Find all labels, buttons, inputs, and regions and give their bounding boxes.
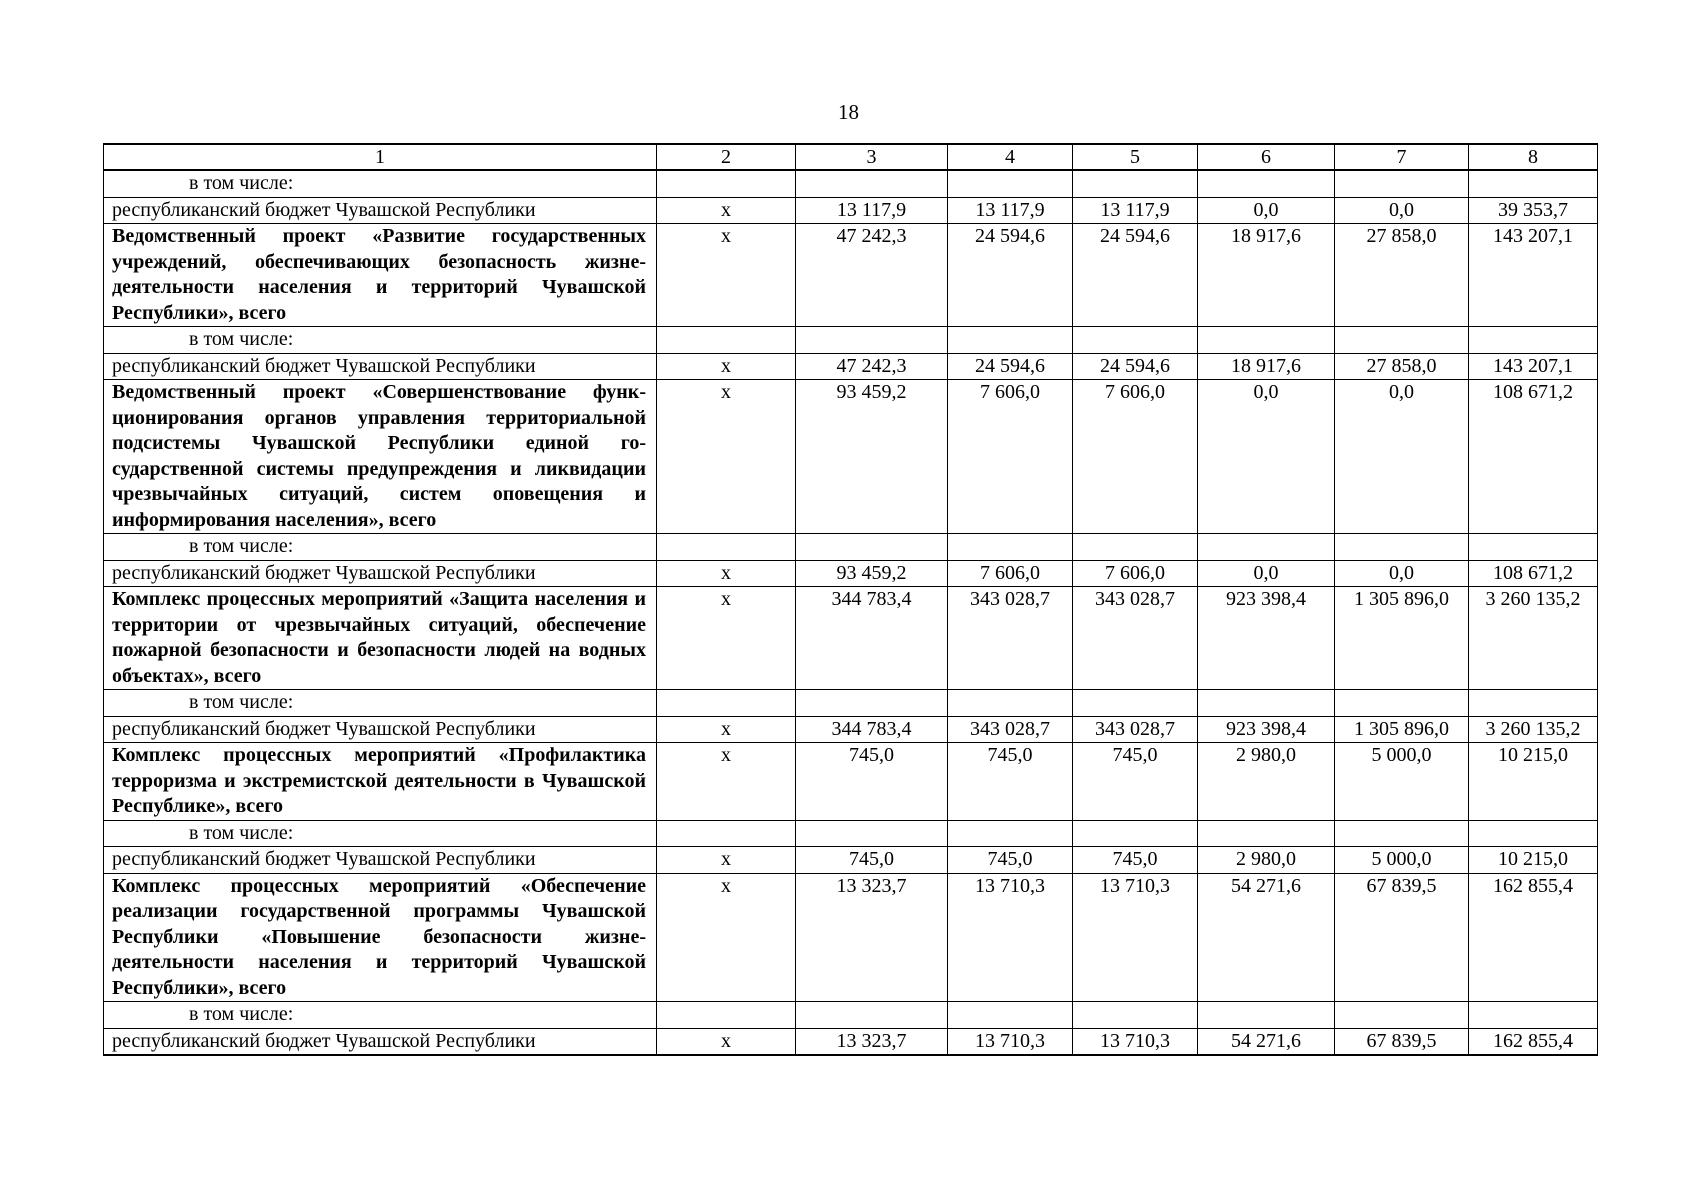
row-name-cell: в том числе: xyxy=(104,170,657,197)
value-cell: 143 207,1 xyxy=(1469,224,1598,327)
value-cell: 13 323,7 xyxy=(796,1028,948,1055)
table-row-section-total xyxy=(104,873,1598,1002)
value-cell: 10 215,0 xyxy=(1469,847,1598,874)
value-cell xyxy=(1073,1002,1198,1029)
value-cell: 13 710,3 xyxy=(948,1028,1073,1055)
row-name-cell: республиканский бюджет Чувашской Республики xyxy=(104,1028,657,1055)
table-row-including xyxy=(104,820,1598,847)
value-cell: 108 671,2 xyxy=(1469,380,1598,534)
value-cell: 13 323,7 xyxy=(796,873,948,1002)
value-cell: 0,0 xyxy=(1198,560,1335,587)
value-cell xyxy=(1198,170,1335,197)
value-cell xyxy=(948,534,1073,561)
value-cell: 0,0 xyxy=(1198,197,1335,224)
value-cell: 67 839,5 xyxy=(1335,1028,1469,1055)
column-header: 1 xyxy=(104,144,657,170)
unit-cell xyxy=(657,170,796,197)
value-cell xyxy=(1198,327,1335,354)
value-cell: 344 783,4 xyxy=(796,716,948,743)
value-cell xyxy=(796,170,948,197)
table-header-row xyxy=(104,144,1598,170)
value-cell: 745,0 xyxy=(796,743,948,821)
unit-cell: х xyxy=(657,587,796,690)
value-cell xyxy=(1335,1002,1469,1029)
unit-cell: х xyxy=(657,743,796,821)
value-cell xyxy=(1198,820,1335,847)
value-cell xyxy=(948,690,1073,717)
unit-cell: х xyxy=(657,873,796,1002)
value-cell: 0,0 xyxy=(1335,197,1469,224)
budget-table xyxy=(103,143,1598,1056)
row-name-cell: Комплекс процессных мероприятий «Обеспечение реализации государственной программы Чувашской Республики «Повышение безопасности жизнедеятельности населения и территорий Чувашской Республики», всего xyxy=(104,873,657,1002)
value-cell: 0,0 xyxy=(1335,380,1469,534)
value-cell: 7 606,0 xyxy=(1073,560,1198,587)
row-name-cell: республиканский бюджет Чувашской Республики xyxy=(104,847,657,874)
column-header: 6 xyxy=(1198,144,1335,170)
column-header: 8 xyxy=(1469,144,1598,170)
table-row-section-total xyxy=(104,743,1598,821)
value-cell: 18 917,6 xyxy=(1198,224,1335,327)
value-cell: 162 855,4 xyxy=(1469,1028,1598,1055)
value-cell: 7 606,0 xyxy=(1073,380,1198,534)
value-cell: 27 858,0 xyxy=(1335,353,1469,380)
unit-cell: х xyxy=(657,847,796,874)
value-cell: 13 117,9 xyxy=(948,197,1073,224)
value-cell xyxy=(948,820,1073,847)
value-cell xyxy=(796,327,948,354)
row-name-cell: республиканский бюджет Чувашской Республики xyxy=(104,560,657,587)
value-cell: 93 459,2 xyxy=(796,380,948,534)
unit-cell xyxy=(657,690,796,717)
row-name-cell: республиканский бюджет Чувашской Республики xyxy=(104,716,657,743)
row-name-cell: в том числе: xyxy=(104,690,657,717)
value-cell: 13 117,9 xyxy=(796,197,948,224)
table-row-budget xyxy=(104,716,1598,743)
value-cell: 54 271,6 xyxy=(1198,873,1335,1002)
unit-cell: х xyxy=(657,353,796,380)
value-cell: 343 028,7 xyxy=(948,716,1073,743)
row-name-cell: в том числе: xyxy=(104,820,657,847)
value-cell xyxy=(948,327,1073,354)
column-header: 2 xyxy=(657,144,796,170)
value-cell: 343 028,7 xyxy=(948,587,1073,690)
row-name-cell: Ведомственный проект «Развитие государственных учреждений, обеспечивающих безопасность жизнедеятельности населения и территорий Чувашской Республики», всего xyxy=(104,224,657,327)
value-cell xyxy=(948,1002,1073,1029)
value-cell xyxy=(1469,1002,1598,1029)
table-row-budget xyxy=(104,1028,1598,1055)
table-row-section-total xyxy=(104,380,1598,534)
value-cell xyxy=(796,1002,948,1029)
row-name-cell: в том числе: xyxy=(104,534,657,561)
unit-cell: х xyxy=(657,224,796,327)
row-name-cell: в том числе: xyxy=(104,327,657,354)
unit-cell xyxy=(657,534,796,561)
value-cell: 343 028,7 xyxy=(1073,587,1198,690)
value-cell xyxy=(1469,170,1598,197)
value-cell xyxy=(1073,690,1198,717)
value-cell: 344 783,4 xyxy=(796,587,948,690)
table-row-budget xyxy=(104,560,1598,587)
value-cell: 93 459,2 xyxy=(796,560,948,587)
row-name-cell: Ведомственный проект «Совершенствование функционирования органов управления территориальной подсистемы Чувашской Республики единой государственной системы предупреждения и ликвидации чрезвычайных ситуаций, систем оповещения и информирования населения», всего xyxy=(104,380,657,534)
value-cell: 108 671,2 xyxy=(1469,560,1598,587)
value-cell xyxy=(796,690,948,717)
value-cell: 3 260 135,2 xyxy=(1469,587,1598,690)
value-cell: 923 398,4 xyxy=(1198,587,1335,690)
value-cell xyxy=(1073,820,1198,847)
value-cell xyxy=(1198,1002,1335,1029)
value-cell: 745,0 xyxy=(948,743,1073,821)
column-header: 5 xyxy=(1073,144,1198,170)
value-cell: 24 594,6 xyxy=(1073,224,1198,327)
row-name-cell: Комплекс процессных мероприятий «Защита населения и территории от чрезвычайных ситуаций, обеспечение пожарной безопасности и безопасности людей на водных объектах», всего xyxy=(104,587,657,690)
value-cell: 745,0 xyxy=(796,847,948,874)
value-cell: 0,0 xyxy=(1198,380,1335,534)
value-cell: 24 594,6 xyxy=(948,353,1073,380)
value-cell: 47 242,3 xyxy=(796,353,948,380)
value-cell xyxy=(1335,534,1469,561)
value-cell: 13 710,3 xyxy=(1073,873,1198,1002)
row-name-cell: Комплекс процессных мероприятий «Профилактика терроризма и экстремистской деятельности в Чувашской Республике», всего xyxy=(104,743,657,821)
value-cell: 24 594,6 xyxy=(948,224,1073,327)
table-row-including xyxy=(104,170,1598,197)
value-cell: 143 207,1 xyxy=(1469,353,1598,380)
value-cell: 745,0 xyxy=(948,847,1073,874)
table-row-including xyxy=(104,327,1598,354)
value-cell: 13 710,3 xyxy=(948,873,1073,1002)
row-name-cell: республиканский бюджет Чувашской Республики xyxy=(104,353,657,380)
value-cell: 18 917,6 xyxy=(1198,353,1335,380)
table-row-including xyxy=(104,534,1598,561)
unit-cell xyxy=(657,820,796,847)
table-body xyxy=(104,144,1598,1055)
row-name-cell: республиканский бюджет Чувашской Республики xyxy=(104,197,657,224)
unit-cell: х xyxy=(657,1028,796,1055)
value-cell xyxy=(1469,327,1598,354)
value-cell xyxy=(1198,534,1335,561)
value-cell: 7 606,0 xyxy=(948,560,1073,587)
table-row-budget xyxy=(104,197,1598,224)
value-cell: 745,0 xyxy=(1073,847,1198,874)
value-cell: 54 271,6 xyxy=(1198,1028,1335,1055)
table-row-section-total xyxy=(104,587,1598,690)
value-cell: 13 710,3 xyxy=(1073,1028,1198,1055)
value-cell: 3 260 135,2 xyxy=(1469,716,1598,743)
column-header: 3 xyxy=(796,144,948,170)
value-cell: 47 242,3 xyxy=(796,224,948,327)
value-cell: 1 305 896,0 xyxy=(1335,716,1469,743)
value-cell: 2 980,0 xyxy=(1198,743,1335,821)
value-cell: 162 855,4 xyxy=(1469,873,1598,1002)
page-number: 18 xyxy=(838,100,859,124)
value-cell: 0,0 xyxy=(1335,560,1469,587)
table-row-budget xyxy=(104,847,1598,874)
table-row-section-total xyxy=(104,224,1598,327)
value-cell xyxy=(1073,327,1198,354)
unit-cell: х xyxy=(657,380,796,534)
value-cell xyxy=(1469,534,1598,561)
unit-cell: х xyxy=(657,197,796,224)
value-cell xyxy=(1335,327,1469,354)
unit-cell: х xyxy=(657,716,796,743)
column-header: 7 xyxy=(1335,144,1469,170)
table-row-budget xyxy=(104,353,1598,380)
value-cell xyxy=(948,170,1073,197)
value-cell xyxy=(1335,690,1469,717)
value-cell: 7 606,0 xyxy=(948,380,1073,534)
unit-cell: х xyxy=(657,560,796,587)
value-cell xyxy=(796,820,948,847)
table-row-including xyxy=(104,690,1598,717)
value-cell: 5 000,0 xyxy=(1335,847,1469,874)
unit-cell xyxy=(657,1002,796,1029)
value-cell: 24 594,6 xyxy=(1073,353,1198,380)
value-cell: 745,0 xyxy=(1073,743,1198,821)
value-cell xyxy=(1198,690,1335,717)
value-cell: 27 858,0 xyxy=(1335,224,1469,327)
value-cell: 2 980,0 xyxy=(1198,847,1335,874)
value-cell xyxy=(1335,820,1469,847)
value-cell xyxy=(1469,690,1598,717)
value-cell xyxy=(1073,534,1198,561)
value-cell: 5 000,0 xyxy=(1335,743,1469,821)
value-cell: 10 215,0 xyxy=(1469,743,1598,821)
column-header: 4 xyxy=(948,144,1073,170)
value-cell: 39 353,7 xyxy=(1469,197,1598,224)
value-cell xyxy=(796,534,948,561)
value-cell xyxy=(1469,820,1598,847)
value-cell xyxy=(1335,170,1469,197)
value-cell: 1 305 896,0 xyxy=(1335,587,1469,690)
table-row-including xyxy=(104,1002,1598,1029)
row-name-cell: в том числе: xyxy=(104,1002,657,1029)
unit-cell xyxy=(657,327,796,354)
value-cell: 923 398,4 xyxy=(1198,716,1335,743)
value-cell: 13 117,9 xyxy=(1073,197,1198,224)
value-cell: 67 839,5 xyxy=(1335,873,1469,1002)
value-cell xyxy=(1073,170,1198,197)
value-cell: 343 028,7 xyxy=(1073,716,1198,743)
